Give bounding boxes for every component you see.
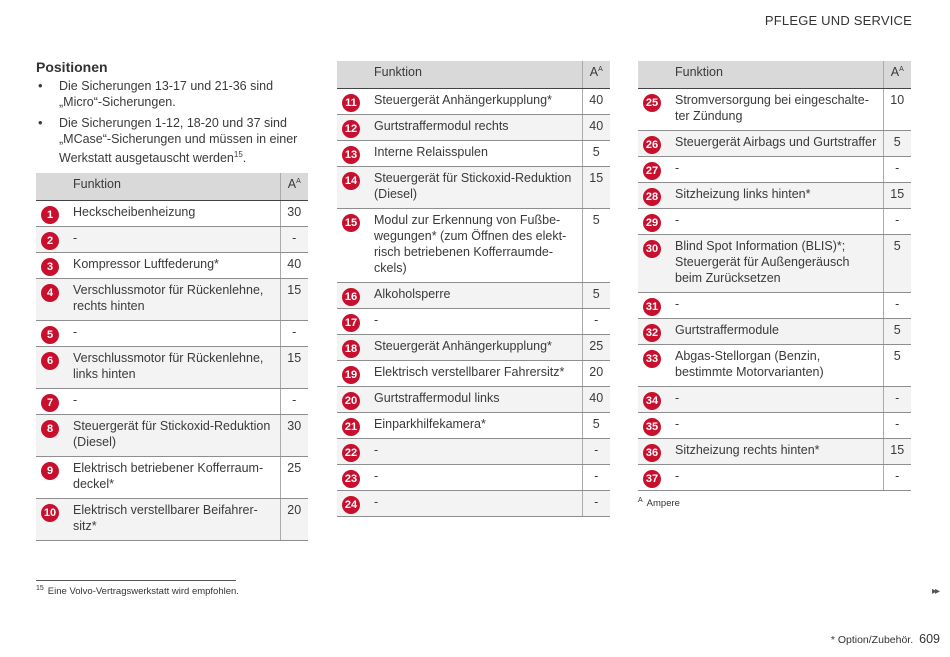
fuse-function: Blind Spot Information (BLIS)*; Steuergerät für Außengeräusch beim Zurücksetzen [669,234,883,292]
fuse-function: Interne Relaisspulen [368,140,582,166]
fuse-row [36,200,308,226]
fuse-function: Stromversorgung bei eingeschalteter Zündung [669,88,883,130]
fuse-ampere: 40 [582,88,610,114]
fuse-row [638,130,911,156]
fuse-ampere: 15 [883,182,911,208]
fuse-function: Elektrisch verstellbarer Fahrersitz* [368,360,582,386]
fuse-ampere: 5 [582,282,610,308]
fuse-number-badge: 14 [342,172,360,190]
fuse-ampere: 30 [280,414,308,456]
bullet-micro-fuses: • Die Sicherungen 13-17 und 21-36 sind „Micro“-Sicherungen. [36,78,308,110]
fuse-function: Verschlussmotor für Rückenlehne, rechts hinten [67,278,280,320]
header-ampere: $A^A$ [582,61,610,88]
fuse-function: Steuergerät Anhängerkupplung* [368,88,582,114]
fuse-ampere: - [883,464,911,490]
fuse-row [36,226,308,252]
fuse-function: Sitzheizung links hinten* [669,182,883,208]
fuse-ampere: 15 [280,346,308,388]
fuse-ampere: - [883,386,911,412]
footnote-number: 15 [36,585,44,592]
fuse-number-badge: 11 [342,94,360,112]
fuse-ampere: 20 [280,498,308,540]
fuse-function: Alkoholsperre [368,282,582,308]
fuse-number-badge: 37 [643,470,661,488]
fuse-function: - [67,320,280,346]
fuse-row [638,292,911,318]
fuse-ampere: 10 [883,88,911,130]
fuse-number-badge: 8 [41,420,59,438]
fuse-function: - [669,208,883,234]
page-footer [831,632,940,646]
fuse-ampere: - [582,464,610,490]
fuse-table-2 [337,61,610,517]
fuse-row [337,208,610,282]
fuse-row [337,464,610,490]
fuse-number-badge: 3 [41,258,59,276]
fuse-row [337,386,610,412]
fuse-function: - [669,412,883,438]
fuse-ampere: 25 [582,334,610,360]
fuse-number-badge: 36 [643,444,661,462]
bullet-mcase-fuses: • Die Sicherungen 1-12, 18-20 und 37 sind „MCase“-Sicherungen und müssen in einer Werkstatt ausgetauscht werden$^{15}$. [36,115,308,166]
fuse-number-badge: 30 [643,240,661,258]
fuse-number-badge: 33 [643,350,661,368]
fuse-function: - [368,490,582,516]
fuse-number-badge: 23 [342,470,360,488]
fuse-table-1 [36,173,308,541]
footnote [36,580,239,598]
fuse-number-badge: 17 [342,314,360,332]
fuse-function: - [67,226,280,252]
fuse-number-badge: 27 [643,162,661,180]
fuse-row [337,334,610,360]
fuse-function: Steuergerät für Stickoxid-Reduktion (Diesel) [368,166,582,208]
page-number: 609 [919,632,940,646]
fuse-number-badge: 4 [41,284,59,302]
column-3 [638,61,911,509]
fuse-row [36,346,308,388]
fuse-row [36,414,308,456]
fuse-function: Sitzheizung rechts hinten* [669,438,883,464]
fuse-row [337,412,610,438]
fuse-function: Kompressor Luftfederung* [67,252,280,278]
fuse-row [337,166,610,208]
fuse-function: - [669,386,883,412]
fuse-ampere: - [883,208,911,234]
fuse-ampere: 40 [582,114,610,140]
next-page-arrows-icon[interactable]: ▸▸ [931,586,938,597]
fuse-row [638,208,911,234]
fuse-ampere: 15 [280,278,308,320]
fuse-row [638,318,911,344]
fuse-number-badge: 15 [342,214,360,232]
fuse-function: Steuergerät für Stickoxid-Reduktion (Diesel) [67,414,280,456]
fuse-number-badge: 22 [342,444,360,462]
fuse-number-badge: 12 [342,120,360,138]
fuse-ampere: - [883,292,911,318]
fuse-function: Heckscheibenheizung [67,200,280,226]
fuse-number-badge: 31 [643,298,661,316]
header-ampere: $A^A$ [883,61,911,88]
fuse-number-badge: 28 [643,188,661,206]
fuse-row [638,344,911,386]
positions-heading: Positionen [36,59,108,75]
fuse-row [36,252,308,278]
fuse-ampere: 40 [280,252,308,278]
fuse-ampere: - [582,438,610,464]
fuse-function: Modul zur Erkennung von Fußbewegungen* (zum Öffnen des elektrisch betriebenen Kofferraumdeckels) [368,208,582,282]
fuse-number-badge: 29 [643,214,661,232]
fuse-function: - [368,438,582,464]
fuse-function: Steuergerät Airbags und Gurtstraffer [669,130,883,156]
fuse-ampere: 30 [280,200,308,226]
fuse-ampere: 25 [280,456,308,498]
fuse-function: Gurtstraffermodul links [368,386,582,412]
fuse-row [337,114,610,140]
fuse-number-badge: 19 [342,366,360,384]
fuse-function: Elektrisch verstellbarer Beifahrersitz* [67,498,280,540]
fuse-function: - [368,464,582,490]
fuse-number-badge: 21 [342,418,360,436]
fuse-function: - [67,388,280,414]
fuse-row [638,386,911,412]
option-note: * Option/Zubehör. [830,634,914,646]
fuse-number-badge: 34 [643,392,661,410]
fuse-row [638,182,911,208]
fuse-function: - [669,292,883,318]
fuse-ampere: - [582,308,610,334]
fuse-function: Gurtstraffermodul rechts [368,114,582,140]
fuse-ampere: 15 [883,438,911,464]
fuse-ampere: 5 [883,130,911,156]
fuse-row [337,88,610,114]
header-function: Funktion [67,173,280,200]
fuse-ampere: 15 [582,166,610,208]
header-function: Funktion [669,61,883,88]
fuse-row [638,438,911,464]
fuse-number-badge: 13 [342,146,360,164]
fuse-ampere: - [280,226,308,252]
fuse-function: Einparkhilfekamera* [368,412,582,438]
fuse-number-badge: 9 [41,462,59,480]
fuse-row [337,282,610,308]
fuse-number-badge: 35 [643,418,661,436]
fuse-number-badge: 5 [41,326,59,344]
fuse-ampere: - [883,412,911,438]
fuse-number-badge: 24 [342,496,360,514]
fuse-ampere: 40 [582,386,610,412]
fuse-number-badge: 25 [643,94,661,112]
fuse-row [638,88,911,130]
fuse-row [638,156,911,182]
fuse-ampere: 5 [883,344,911,386]
fuse-ampere: 20 [582,360,610,386]
fuse-function: Elektrisch betriebener Kofferraumdeckel* [67,456,280,498]
fuse-table-3 [638,61,911,491]
fuse-number-badge: 7 [41,394,59,412]
ampere-note: $^A$ Ampere [638,496,680,509]
fuse-ampere: 5 [582,208,610,282]
fuse-row [36,456,308,498]
fuse-row [337,360,610,386]
fuse-function: Gurtstraffermodule [669,318,883,344]
column-1 [36,59,308,541]
fuse-function: - [368,308,582,334]
fuse-number-badge: 20 [342,392,360,410]
fuse-row [36,388,308,414]
fuse-number-badge: 2 [41,232,59,250]
fuse-function: Abgas-Stellorgan (Benzin, bestimmte Motorvarianten) [669,344,883,386]
fuse-row [337,438,610,464]
fuse-ampere: - [582,490,610,516]
fuse-number-badge: 18 [342,340,360,358]
fuse-row [337,140,610,166]
fuse-function: - [669,156,883,182]
fuse-ampere: - [280,388,308,414]
fuse-number-badge: 10 [41,504,59,522]
header-function: Funktion [368,61,582,88]
fuse-row [337,308,610,334]
fuse-row [638,412,911,438]
fuse-ampere: - [280,320,308,346]
fuse-ampere: 5 [582,412,610,438]
fuse-ampere: 5 [582,140,610,166]
section-header: PFLEGE UND SERVICE [764,13,912,28]
fuse-row [337,490,610,516]
header-ampere: $A^A$ [280,173,308,200]
fuse-row [36,320,308,346]
column-2 [337,61,610,517]
footnote-text: Eine Volvo-Vertragswerkstatt wird empfohlen. [47,586,239,598]
fuse-row [638,464,911,490]
fuse-ampere: 5 [883,318,911,344]
intro-bullet-list [36,78,308,166]
fuse-row [638,234,911,292]
fuse-ampere: - [883,156,911,182]
footnote-ref: 15 [233,150,243,159]
fuse-row [36,278,308,320]
fuse-number-badge: 6 [41,352,59,370]
fuse-function: Verschlussmotor für Rückenlehne, links hinten [67,346,280,388]
fuse-row [36,498,308,540]
fuse-number-badge: 1 [41,206,59,224]
fuse-function: Steuergerät Anhängerkupplung* [368,334,582,360]
fuse-number-badge: 32 [643,324,661,342]
fuse-ampere: 5 [883,234,911,292]
fuse-number-badge: 26 [643,136,661,154]
fuse-function: - [669,464,883,490]
fuse-number-badge: 16 [342,288,360,306]
